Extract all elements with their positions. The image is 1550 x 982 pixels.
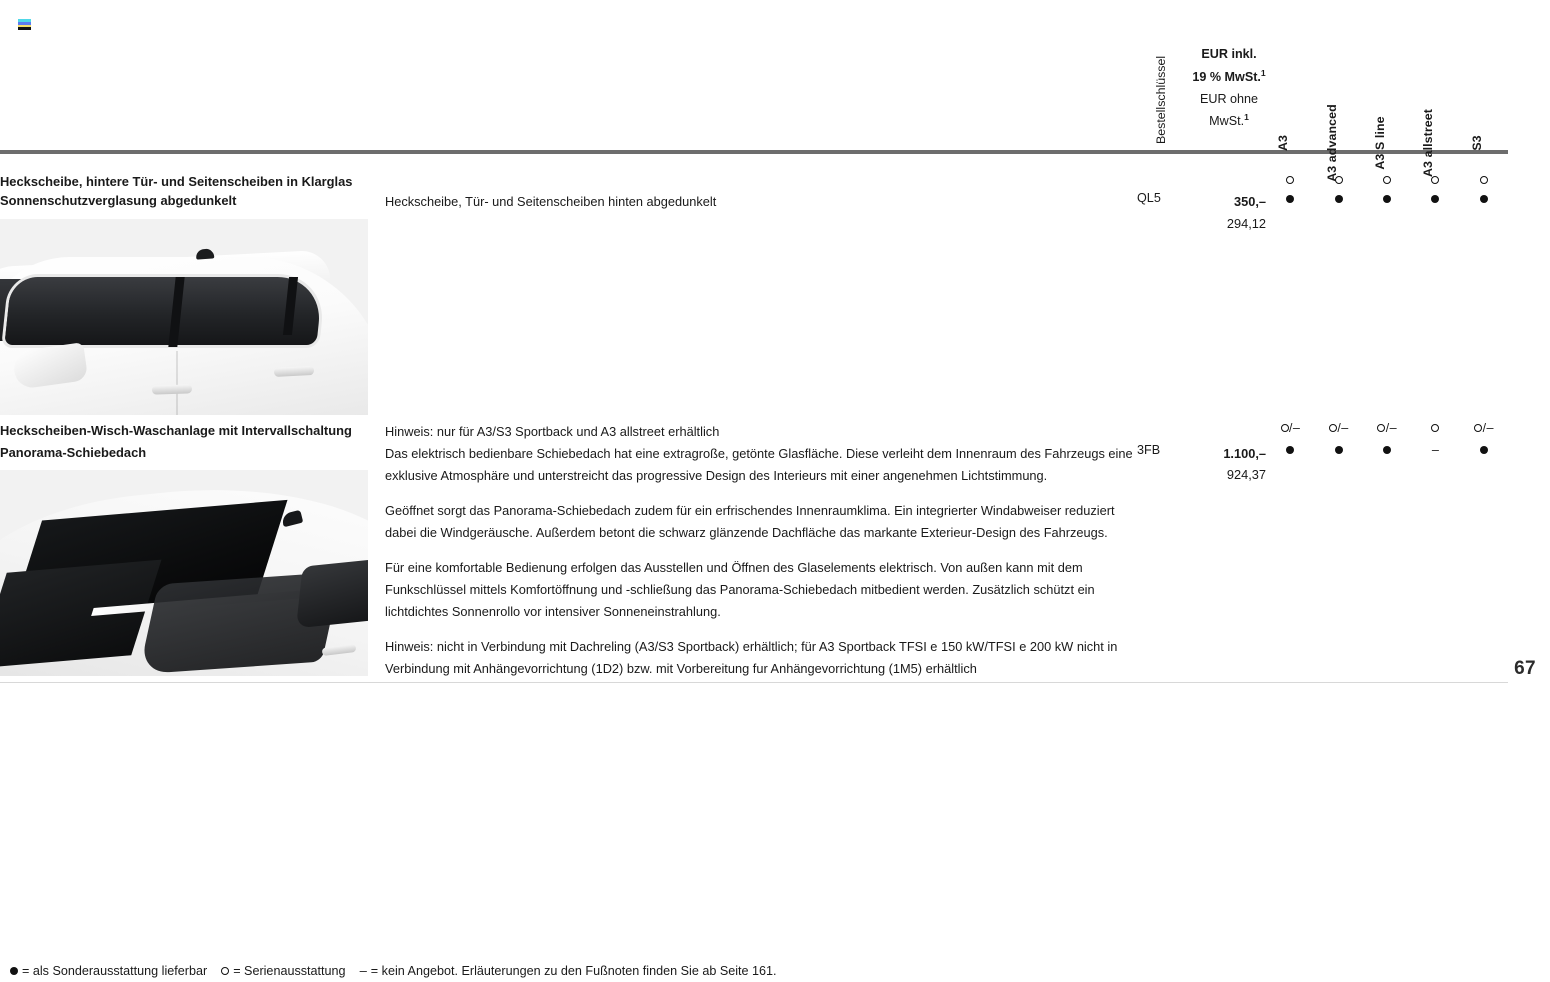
availability-a3 (1266, 443, 1314, 683)
row-price (1184, 191, 1266, 420)
availability-open-icon (1377, 424, 1385, 432)
availability-s3 (1460, 443, 1508, 683)
row-description-paragraph: Das elektrisch bedienbare Schiebedach hat eine extragroße, getönte Glasfläche. Diese verleiht dem Innenraum des Fahrzeugs eine exklusive Atmosphäre und unterstreicht das progressive Design des Interieurs mit einer angenehmen Lichtstimmung. (385, 445, 1133, 483)
table-row[interactable] (0, 191, 1508, 420)
row-description-paragraph: Hinweis: nur für A3/S3 Sportback und A3 allstreet erhältlich (385, 423, 720, 439)
availability-a3-s-line (1363, 172, 1411, 191)
availability-separator: / (1289, 421, 1293, 436)
header-price-column (1184, 0, 1266, 150)
availability-filled-icon (1335, 195, 1343, 203)
table-header-row (0, 0, 1508, 150)
row-description (385, 443, 1137, 683)
availability-open-icon (221, 967, 229, 975)
availability-dash-icon: – (359, 963, 367, 978)
legend-dash-group (360, 963, 777, 978)
header-model-a3 (1266, 0, 1314, 150)
row-description (385, 421, 1137, 443)
header-model-label: A3 advanced (1324, 104, 1339, 182)
header-model-label: A3 (1276, 134, 1291, 152)
table-row[interactable] (0, 421, 1508, 443)
availability-filled-icon (1480, 446, 1488, 454)
availability-open-icon (1329, 424, 1337, 432)
row-title: Panorama-Schiebedach (0, 444, 147, 460)
table-bottom-rule (0, 683, 1508, 684)
row-description-paragraph: Geöffnet sorgt das Panorama-Schiebedach zudem für ein erfrischendes Innenraumklima. Ein integrierter Windabweiser reduziert dabei die Windgeräusche. Außerdem betont die schwarz glänzende Dachfläche das markante Exterieur-Design des Fahrzeugs. (385, 502, 1115, 540)
row-description (385, 191, 1137, 420)
row-title: Heckscheiben-Wisch-Waschanlage mit Intervallschaltung (0, 422, 352, 438)
header-model-label: S3 (1469, 135, 1484, 151)
header-description-column (385, 0, 1137, 150)
header-price-net-footnote: 1 (1244, 112, 1249, 123)
availability-a3-advanced (1314, 191, 1362, 420)
audi-panoramic-sunroof-photo (0, 470, 368, 676)
header-model-a3-advanced (1314, 0, 1362, 182)
row-price-net: 294,12 (1226, 216, 1267, 232)
availability-open-icon (1286, 176, 1294, 184)
availability-s3 (1460, 421, 1508, 443)
availability-a3 (1266, 172, 1314, 191)
row-title: Heckscheibe, hintere Tür- und Seitenscheiben in Klarglas (0, 174, 353, 189)
row-description-paragraph: Für eine komfortable Bedienung erfolgen das Ausstellen und Öffnen des Glaselements elektrisch. Von außen kann mit dem Funkschlüssel mittels Komfortöffnung und -schließung das Panorama-Schiebedach mitbedient werden. Zusätzlich schützt ein lichtdichtes Sonnenrollo vor intensiver Sonneneinstrahlung. (385, 559, 1095, 619)
availability-a3-allstreet (1411, 443, 1459, 683)
availability-filled-icon (1335, 446, 1343, 454)
row-description-note: Hinweis: nicht in Verbindung mit Dachreling (A3/S3 Sportback) erhältlich; für A3 Sportback TFSI e 150 kW/TFSI e 200 kW nicht in Verbindung mit Anhängevorrichtung (1D2) bzw. mit Vorbereitung fur Anhängevorrichtung (1M5) erhältlich (385, 638, 1118, 676)
header-model-label: A3 S line (1372, 116, 1387, 170)
availability-dash-icon: – (1292, 421, 1300, 436)
availability-dash-icon: – (1431, 443, 1439, 458)
table-row[interactable] (0, 443, 1508, 683)
header-name-column (0, 0, 385, 150)
availability-filled-icon (1383, 195, 1391, 203)
availability-dash-icon: – (1389, 421, 1397, 436)
header-model-a3-allstreet (1411, 0, 1459, 178)
legend-open-group (221, 964, 345, 978)
row-order-key: QL5 (1137, 191, 1161, 206)
row-price-gross: 350,– (1233, 194, 1267, 210)
header-price-net-line2: MwSt. (1209, 114, 1245, 129)
availability-a3 (1266, 421, 1314, 443)
availability-filled-icon (1431, 195, 1439, 203)
legend-filled-text: = als Sonderausstattung lieferbar (22, 963, 208, 978)
header-order-key-column (1137, 0, 1184, 150)
availability-filled-icon (10, 967, 18, 975)
availability-s3 (1460, 172, 1508, 191)
row-order-key: 3FB (1137, 442, 1161, 457)
availability-s3 (1460, 191, 1508, 420)
availability-separator: / (1337, 421, 1341, 436)
availability-filled-icon (1286, 446, 1294, 454)
row-description-paragraph: Heckscheibe, Tür- und Seitenscheiben hinten abgedunkelt (385, 194, 717, 210)
row-order-key (1137, 421, 1184, 443)
availability-a3-allstreet (1411, 421, 1459, 443)
availability-a3-advanced (1314, 443, 1362, 683)
header-price-gross-footnote: 1 (1260, 67, 1266, 78)
row-description (385, 172, 1137, 191)
availability-open-icon (1474, 424, 1482, 432)
header-price-net-line1: EUR ohne (1199, 91, 1259, 106)
header-price-gross-line2: 19 % MwSt. (1192, 69, 1261, 84)
availability-open-icon (1431, 424, 1439, 432)
availability-a3-s-line (1363, 421, 1411, 443)
row-price-net: 924,37 (1226, 467, 1267, 483)
row-price (1184, 172, 1266, 191)
page-number: 67 (1514, 658, 1536, 679)
availability-a3 (1266, 191, 1314, 420)
row-title-cell (0, 191, 385, 420)
header-model-label: A3 allstreet (1421, 108, 1436, 178)
availability-a3-advanced (1314, 421, 1362, 443)
row-price (1184, 443, 1266, 683)
availability-filled-icon (1480, 195, 1488, 203)
table-row[interactable] (0, 172, 1508, 191)
audi-side-tinted-windows-photo (0, 219, 368, 415)
availability-a3-s-line (1363, 443, 1411, 683)
availability-separator: / (1385, 421, 1390, 436)
row-price (1184, 421, 1266, 443)
row-order-key (1137, 172, 1184, 191)
availability-filled-icon (1383, 446, 1391, 454)
legend-dash-text: = kein Angebot. Erläuterungen zu den Fußnoten finden Sie ab Seite 161. (370, 963, 777, 978)
header-model-a3-s-line (1363, 0, 1411, 170)
availability-filled-icon (1286, 195, 1294, 203)
row-title: Sonnenschutzverglasung abgedunkelt (0, 193, 237, 209)
legend-open-text: = Serienausstattung (233, 963, 346, 978)
availability-open-icon (1480, 176, 1488, 184)
availability-open-icon (1281, 424, 1289, 432)
row-title-cell (0, 443, 385, 683)
availability-dash-icon: – (1486, 421, 1494, 436)
availability-separator: / (1482, 421, 1486, 436)
availability-open-icon (1383, 176, 1391, 184)
legend-filled-group (10, 964, 207, 978)
row-price-gross: 1.100,– (1223, 445, 1267, 461)
header-order-key-label: Bestellschlüssel (1153, 55, 1168, 144)
header-spacer (0, 154, 1508, 172)
availability-a3-allstreet (1411, 191, 1459, 420)
availability-a3-allstreet (1411, 172, 1459, 191)
header-price-gross-line1: EUR inkl. (1201, 47, 1257, 61)
header-model-s3 (1460, 0, 1508, 150)
availability-dash-icon: – (1341, 421, 1349, 436)
availability-a3-s-line (1363, 191, 1411, 420)
legend-footer (10, 963, 777, 978)
